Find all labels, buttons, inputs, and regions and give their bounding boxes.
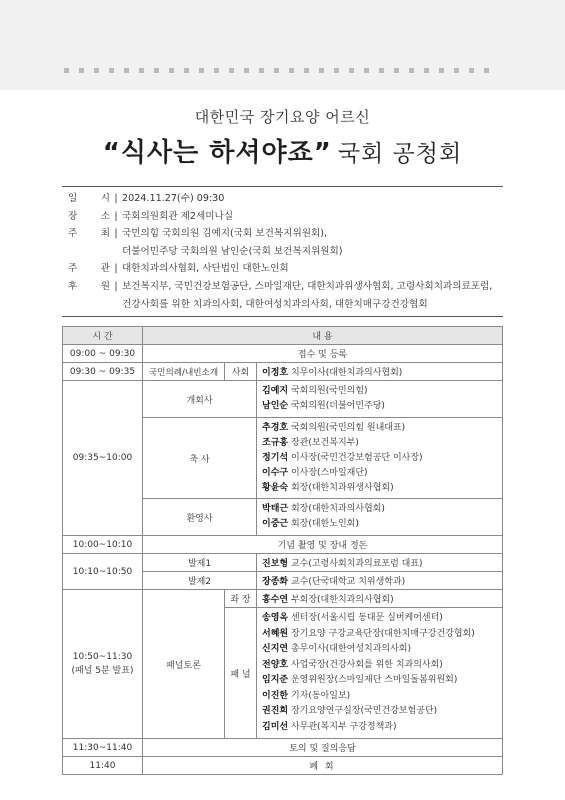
info-value: 보건복지부, 국민건강보험공단, 스마일재단, 대한치과위생사협회, 고령사회치과의료포럼, (122, 280, 493, 292)
info-label: 후 원 (68, 280, 110, 292)
info-value: 더불어민주당 국회의원 남인순(국회 보건복지위원회) (122, 245, 343, 257)
time-cell: 10:50~11:30 (패널 5분 발표) (63, 590, 143, 739)
person-cell (257, 363, 503, 381)
time-cell: 09:00 ~ 09:30 (63, 345, 143, 363)
list-item: 남인순 국회의원(더불어민주당) (262, 401, 385, 411)
page-subtitle: 대한민국 장기요양 어르신 (194, 108, 371, 126)
list-item: 추경호 국회의원(국민의힘 원내대표) (262, 422, 406, 433)
list-item: 정기석 이사장(국민건강보험공단 이사장) (262, 452, 423, 463)
title-quote: “식사는 하셔야죠” (102, 138, 332, 168)
table-row (63, 363, 503, 381)
table-row (63, 536, 503, 554)
content-cell: 접수 및 등록 (143, 345, 503, 363)
list-item: 전양호 사업국장(건강사회를 위한 치과의사회) (262, 659, 443, 670)
section-cell: 발제2 (143, 572, 257, 590)
time-cell: 10:00~10:10 (63, 536, 143, 554)
list-item: 황윤숙 회장(대한치과위생사협회) (262, 482, 394, 493)
info-row-host-cont (68, 243, 518, 261)
list-item: 김미선 사무관(복지부 구강정책과) (262, 721, 397, 732)
title-rest: 국회 공청회 (337, 141, 463, 167)
section-cell: 축 사 (143, 418, 257, 499)
list-item: 이중근 회장(대한노인회) (262, 519, 359, 529)
list-item: 박태근 회장(대한치과의사협회) (262, 504, 385, 514)
info-row-place: 장 소 | 국회의원회관 제2세미나실 (68, 208, 518, 226)
section-cell: 국민의례/내빈소개 (143, 363, 225, 381)
info-label: 주 관 (68, 263, 110, 275)
time-cell: 10:10~10:50 (63, 554, 143, 590)
section-cell: 패널토론 (143, 590, 225, 739)
info-row-organizer: 주 관 | 대한치과의사협회, 사단법인 대한노인회 (68, 260, 518, 278)
table-row (63, 739, 503, 757)
info-row-date: 일 시 | 2024.11.27(수) 09:30 (68, 190, 518, 208)
person-cell: 홍수연 부회장(대한치과의사협회) (257, 590, 503, 608)
person-list (257, 608, 503, 739)
header-band (0, 0, 565, 90)
table-row (63, 381, 503, 418)
list-item: 이진한 기자(동아일보) (262, 690, 351, 701)
list-item: 권진희 장기요양연구실장(국민건강보험공단) (262, 706, 438, 716)
header-content: 내 용 (143, 327, 503, 345)
list-item: 서혜원 장기요양 구강교육단장(대한치매구강건강협회) (262, 628, 475, 639)
header-time: 시 간 (63, 327, 143, 345)
section-cell: 개회사 (143, 381, 257, 418)
info-row-sponsor-cont (68, 296, 518, 314)
page-title (0, 132, 565, 169)
info-label: 주 최 (68, 228, 110, 240)
divider-bottom (62, 316, 503, 317)
content-cell: 토의 및 질의응답 (143, 739, 503, 757)
time-cell: 11:40 (63, 757, 143, 775)
time-cell: 09:35~10:00 (63, 381, 143, 536)
table-row (63, 345, 503, 363)
list-item: 김예지 국회의원(국민의힘) (262, 386, 368, 396)
list-item: 임지준 운영위원장(스마일재단 스마일돌봄위원회) (262, 675, 458, 685)
info-row-host: 주 최 | 국민의힘 국회의원 김예지(국회 보건복지위원회), (68, 225, 518, 243)
info-label: 일 시 (68, 193, 110, 204)
schedule-table (62, 326, 503, 775)
role-cell: 사회 (225, 363, 257, 381)
role-cell: 패 널 (225, 608, 257, 739)
person-title: 치무이사(대한치과의사협회) (290, 368, 403, 378)
person-name: 이정호 (262, 368, 289, 378)
role-cell: 좌 장 (225, 590, 257, 608)
table-row (63, 757, 503, 775)
info-value: 국회의원회관 제2세미나실 (122, 210, 234, 222)
decorative-dots (64, 68, 489, 73)
list-item: 신지연 총무이사(대한여성치과의사회) (262, 644, 412, 654)
info-row-sponsor: 후 원 | 보건복지부, 국민건강보험공단, 스마일재단, 대한치과위생사협회, 고령사회치과의료포럼, (68, 278, 518, 296)
time-cell: 11:30~11:40 (63, 739, 143, 757)
content-cell: 폐 회 (143, 757, 503, 775)
person-list (257, 381, 503, 418)
info-value: 대한치과의사협회, 사단법인 대한노인회 (122, 263, 289, 275)
info-label: 장 소 (68, 210, 110, 222)
section-cell: 환영사 (143, 499, 257, 536)
table-header-row (63, 327, 503, 345)
person-cell: 장종화 교수(단국대학교 치위생학과) (257, 572, 503, 590)
event-info (68, 190, 518, 313)
divider-top (62, 186, 503, 187)
info-value: 건강사회를 위한 치과의사회, 대한여성치과의사회, 대한치매구강건강협회 (122, 298, 428, 310)
time-cell: 09:30 ~ 09:35 (63, 363, 143, 381)
content-cell: 기념 촬영 및 장내 정돈 (143, 536, 503, 554)
list-item: 이수구 이사장(스마일재단) (262, 467, 368, 478)
info-value: 2024.11.27(수) 09:30 (122, 193, 225, 204)
table-row (63, 590, 503, 608)
info-value: 국민의힘 국회의원 김예지(국회 보건복지위원회), (122, 228, 328, 240)
table-row (63, 554, 503, 572)
person-list (257, 499, 503, 536)
list-item: 조규홍 장관(보건복지부) (262, 437, 359, 448)
list-item: 송영옥 센터장(서울시립 동대문 실버케어센터) (262, 613, 443, 623)
person-cell: 진보형 교수(고령사회치과의료포럼 대표) (257, 554, 503, 572)
person-list (257, 418, 503, 499)
section-cell: 발제1 (143, 554, 257, 572)
